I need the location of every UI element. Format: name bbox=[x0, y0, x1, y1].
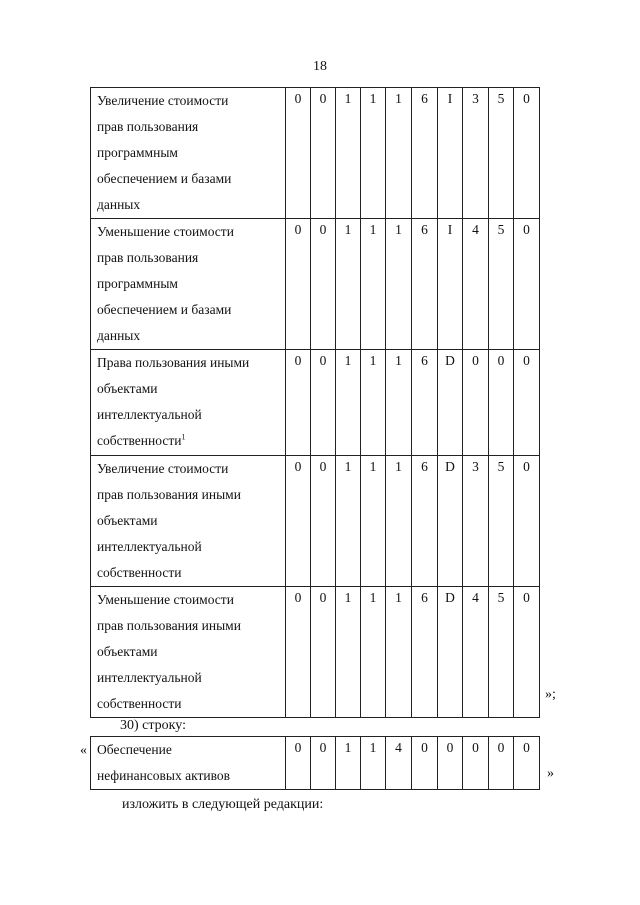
code-digit: 1 bbox=[336, 350, 361, 456]
closing-quote: »; bbox=[545, 687, 556, 702]
row-label-line: обеспечением и базами bbox=[97, 171, 232, 186]
main-code-table bbox=[90, 87, 540, 718]
code-digit: 1 bbox=[386, 456, 412, 587]
code-digit: 1 bbox=[361, 587, 386, 718]
code-digit: 5 bbox=[489, 587, 514, 718]
row-label-line: интеллектуальной bbox=[97, 407, 202, 422]
code-digit: 0 bbox=[286, 219, 311, 350]
code-digit: 0 bbox=[489, 737, 514, 790]
code-digit: 1 bbox=[361, 456, 386, 587]
code-digit: D bbox=[438, 350, 463, 456]
code-digit: 3 bbox=[463, 456, 489, 587]
instruction-line: изложить в следующей редакции: bbox=[122, 797, 324, 812]
code-digit: 0 bbox=[514, 737, 540, 790]
row-label-line: Права пользования иными bbox=[97, 355, 250, 370]
row-label-line: Увеличение стоимости bbox=[97, 461, 229, 476]
code-digit: 5 bbox=[489, 456, 514, 587]
row-label bbox=[91, 88, 286, 219]
row-label-line: прав пользования иными bbox=[97, 487, 241, 502]
code-digit: 0 bbox=[286, 587, 311, 718]
code-digit: 0 bbox=[311, 456, 336, 587]
row-label-line: интеллектуальной bbox=[97, 670, 202, 685]
code-digit: 6 bbox=[412, 350, 438, 456]
code-digit: 1 bbox=[361, 88, 386, 219]
row-label bbox=[91, 350, 286, 456]
row-label-line: программным bbox=[97, 276, 178, 291]
code-digit: 0 bbox=[514, 350, 540, 456]
row-label-line: объектами bbox=[97, 513, 158, 528]
row-label-line: прав пользования bbox=[97, 250, 199, 265]
code-digit: 0 bbox=[514, 456, 540, 587]
code-digit: 6 bbox=[412, 88, 438, 219]
row-label-line: объектами bbox=[97, 644, 158, 659]
code-digit: 1 bbox=[361, 219, 386, 350]
closing-quote: » bbox=[547, 766, 554, 781]
code-digit: 1 bbox=[361, 350, 386, 456]
row-label-line: интеллектуальной bbox=[97, 539, 202, 554]
row-label-line: программным bbox=[97, 145, 178, 160]
code-digit: 1 bbox=[361, 737, 386, 790]
row-label-line: прав пользования иными bbox=[97, 618, 241, 633]
opening-quote: « bbox=[80, 743, 87, 758]
table-row bbox=[91, 456, 540, 587]
row-label-line: собственности bbox=[97, 696, 182, 711]
page-number: 18 bbox=[313, 59, 327, 74]
code-digit: 0 bbox=[286, 456, 311, 587]
code-digit: 1 bbox=[336, 737, 361, 790]
code-digit: 0 bbox=[311, 587, 336, 718]
code-digit: 1 bbox=[386, 350, 412, 456]
row-label-line: Увеличение стоимости bbox=[97, 93, 229, 108]
code-digit: 0 bbox=[514, 88, 540, 219]
code-digit: 1 bbox=[336, 456, 361, 587]
row-label-line: прав пользования bbox=[97, 119, 199, 134]
row-label-line: данных bbox=[97, 328, 141, 343]
code-digit: 0 bbox=[311, 350, 336, 456]
code-digit: 1 bbox=[386, 219, 412, 350]
code-digit: 0 bbox=[438, 737, 463, 790]
code-digit: 1 bbox=[336, 219, 361, 350]
instruction-line: 30) строку: bbox=[120, 718, 186, 733]
code-digit: I bbox=[438, 219, 463, 350]
row-label-line: обеспечением и базами bbox=[97, 302, 232, 317]
code-digit: D bbox=[438, 456, 463, 587]
code-digit: 0 bbox=[463, 737, 489, 790]
code-digit: 0 bbox=[311, 737, 336, 790]
row-label-line: Обеспечение bbox=[97, 742, 172, 757]
table-row bbox=[91, 350, 540, 456]
row-label-line: нефинансовых активов bbox=[97, 768, 231, 783]
code-digit: 0 bbox=[463, 350, 489, 456]
code-digit: 6 bbox=[412, 219, 438, 350]
table-row bbox=[91, 219, 540, 350]
code-digit: 0 bbox=[286, 88, 311, 219]
row-label bbox=[91, 219, 286, 350]
row-label-line: собственности bbox=[97, 565, 182, 580]
code-digit: 5 bbox=[489, 88, 514, 219]
code-digit: 4 bbox=[463, 219, 489, 350]
table-row bbox=[91, 88, 540, 219]
code-digit: 0 bbox=[311, 219, 336, 350]
table-row bbox=[91, 737, 540, 790]
code-digit: 0 bbox=[514, 219, 540, 350]
code-digit: 4 bbox=[463, 587, 489, 718]
code-digit: D bbox=[438, 587, 463, 718]
code-digit: 5 bbox=[489, 219, 514, 350]
row-label bbox=[91, 587, 286, 718]
row-label-line: Уменьшение стоимости bbox=[97, 592, 234, 607]
code-digit: 0 bbox=[311, 88, 336, 219]
row-label-line: собственности$^1$ bbox=[97, 432, 186, 448]
code-digit: 1 bbox=[336, 587, 361, 718]
code-digit: 6 bbox=[412, 456, 438, 587]
code-digit: I bbox=[438, 88, 463, 219]
row-label-line: данных bbox=[97, 197, 141, 212]
code-digit: 0 bbox=[286, 737, 311, 790]
row-label-line: Уменьшение стоимости bbox=[97, 224, 234, 239]
code-digit: 0 bbox=[514, 587, 540, 718]
row-label bbox=[91, 456, 286, 587]
code-digit: 0 bbox=[412, 737, 438, 790]
code-digit: 1 bbox=[336, 88, 361, 219]
code-digit: 0 bbox=[286, 350, 311, 456]
table-row bbox=[91, 587, 540, 718]
code-digit: 6 bbox=[412, 587, 438, 718]
replacement-code-table bbox=[90, 736, 540, 790]
code-digit: 3 bbox=[463, 88, 489, 219]
row-label-line: объектами bbox=[97, 381, 158, 396]
footnote-marker: 1 bbox=[181, 432, 186, 442]
code-digit: 4 bbox=[386, 737, 412, 790]
code-digit: 1 bbox=[386, 587, 412, 718]
code-digit: 1 bbox=[386, 88, 412, 219]
code-digit: 0 bbox=[489, 350, 514, 456]
row-label bbox=[91, 737, 286, 790]
